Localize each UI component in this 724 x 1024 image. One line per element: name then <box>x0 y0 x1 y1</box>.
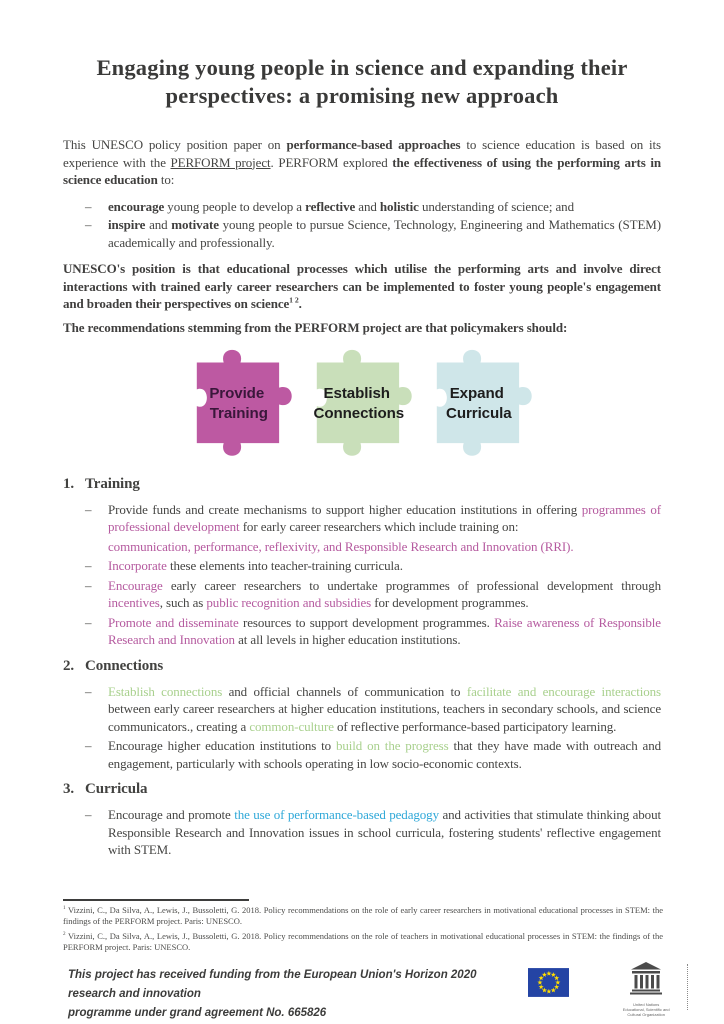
text-run: between early career researchers at higher education institutions, teachers in secondary schools, and science communicators., creating a <box>108 701 661 734</box>
text-run: and activities that stimulate thinking about Responsible Research and Innovation issues in school curricula, fostering students' reflective engagement with STEM. <box>108 807 661 857</box>
text-run: to science education is based on its experience with the <box>63 137 661 170</box>
list-item <box>63 557 661 575</box>
puzzle-pieces-graphic <box>178 342 546 464</box>
unesco-logo-caption <box>615 1002 677 1017</box>
section-title: Connections <box>85 657 164 674</box>
recommendations-lead: The recommendations stemming from the PERFORM project are that policymakers should: <box>63 319 568 335</box>
section-connections <box>63 657 661 773</box>
text-run: resources to support development programmes. <box>238 614 495 630</box>
bullet-dash: – <box>85 614 92 630</box>
list-item <box>63 683 661 736</box>
text-run: Incorporate <box>108 558 167 573</box>
unesco-logo-block <box>615 962 677 1017</box>
position-statement <box>63 260 661 313</box>
text-run: and official channels of communication to <box>222 683 467 699</box>
text-run: communication, performance, reflexivity, and Responsible Research and Innovation (RRI). <box>108 538 574 554</box>
text-run: reflective <box>305 198 356 214</box>
document-body <box>63 136 661 867</box>
text-run: and <box>145 217 172 232</box>
text-run: build on the progress <box>335 738 449 753</box>
list-item-text <box>108 502 661 535</box>
unesco-logo-icon <box>629 962 663 995</box>
intro-bullet-list <box>63 198 661 252</box>
text-run: performance-based approaches <box>286 137 461 152</box>
text-run: young people to develop a <box>164 198 306 214</box>
text-run: early career researchers to undertake programmes of professional development through <box>162 577 661 593</box>
puzzle-label-line: Provide <box>209 384 265 402</box>
section-heading <box>63 780 661 798</box>
text-run: for early career researchers which include training on: <box>239 519 519 534</box>
bullet-dash: – <box>85 558 92 573</box>
text-run: UNESCO's position is that educational processes which utilise the performing arts and involve direct interactions with trained early career researchers can be implemented to foster young people's engagement and broaden their perspectives on science <box>63 261 661 311</box>
list-item <box>63 577 661 612</box>
text-run: inspire <box>108 217 146 232</box>
section-number: 3. <box>63 781 75 797</box>
text-run: these elements into teacher-training curricula. <box>166 558 403 573</box>
footer <box>68 962 688 1023</box>
puzzle-label-line: Training <box>209 404 268 422</box>
unesco-caption-line: Cultural Organization <box>627 1012 665 1017</box>
section-training <box>63 475 661 649</box>
text-run: 1 2 <box>289 295 299 305</box>
list-item-text <box>108 217 661 250</box>
section-number: 2. <box>63 657 75 674</box>
puzzle-shape <box>197 350 292 456</box>
bullet-dash: – <box>85 577 92 593</box>
unesco-caption-line: Educational, Scientific and <box>622 1007 670 1012</box>
list-item-text <box>108 807 661 857</box>
puzzle-label-line: Connections <box>313 404 405 422</box>
text-run: Promote and disseminate <box>108 614 239 630</box>
dotted-divider <box>687 964 688 1010</box>
text-run: incentives <box>108 595 160 610</box>
list-item <box>63 216 661 251</box>
section-number: 1. <box>63 475 75 492</box>
bullet-dash: – <box>85 501 92 517</box>
text-run: that they have made with outreach and engagement, particularly with schools operating in low socio-economic contexts. <box>108 738 661 771</box>
bullet-dash: – <box>85 683 92 699</box>
text-run: the effectiveness of using the performing arts in science education <box>63 154 661 187</box>
list-item-text <box>108 558 403 573</box>
text-run: Vizzini, C., Da Silva, A., Lewis, J., Bussoletti, G. 2018. Policy recommendations on the role of teachers in motivational educational processes in STEM: the findings of the PERFORM project. Paris: UNESCO. <box>63 931 663 952</box>
list-item-text <box>108 199 574 214</box>
section-curricula <box>63 780 661 859</box>
list-item-text <box>108 615 661 648</box>
page-title: Engaging young people in science and expanding their perspectives: a promising new approach <box>96 55 628 108</box>
text-run: encourage <box>108 198 165 214</box>
text-run: Establish connections <box>108 683 223 699</box>
text-run: 2 <box>63 931 66 938</box>
bullet-dash: – <box>85 217 92 232</box>
footnote-1 <box>63 905 663 927</box>
text-run: for development programmes. <box>371 595 529 610</box>
text-run: motivate <box>171 217 219 232</box>
text-run: holistic <box>379 198 419 214</box>
text-run: Vizzini, C., Da Silva, A., Lewis, J., Bussoletti, G. 2018. Policy recommendations on the role of early career researchers in motivational educational processes in STEM: the findings of the PERFORM project. Paris: UNESCO. <box>63 905 663 926</box>
bullet-dash: – <box>85 198 92 214</box>
text-run: . <box>298 296 302 311</box>
training-sub-line <box>63 538 661 556</box>
puzzle-shape <box>317 350 412 456</box>
text-run: public recognition and subsidies <box>206 595 372 610</box>
footnotes <box>63 899 663 957</box>
section-heading <box>63 657 661 675</box>
text-run: 1 <box>63 905 66 912</box>
text-run: , such as <box>159 595 207 610</box>
text-run: young people to pursue Science, Technology, Engineering and Mathematics (STEM) academically and professionally. <box>108 217 661 250</box>
bullet-dash: – <box>85 807 92 822</box>
list-item <box>63 501 661 536</box>
puzzle-graphic-wrap <box>63 342 661 469</box>
list-item <box>63 614 661 649</box>
unesco-caption-line: United Nations <box>633 1002 660 1007</box>
text-run: understanding of science; and <box>418 198 574 214</box>
text-run: to: <box>157 172 175 187</box>
puzzle-label-line: Establish <box>323 384 390 402</box>
puzzle-piece-establish-connections <box>314 350 412 456</box>
text-run: of reflective performance-based participatory learning. <box>333 718 617 734</box>
puzzle-piece-expand-curricula <box>437 350 532 456</box>
perform-project-link[interactable]: PERFORM project <box>170 154 271 170</box>
section-heading <box>63 475 661 493</box>
text-run: facilitate and encourage interactions <box>466 683 661 699</box>
text-run: programmes of professional development <box>108 501 661 534</box>
text-run: Encourage higher education institutions to <box>108 738 336 753</box>
footnote-2 <box>63 931 663 953</box>
puzzle-label-line: Curricula <box>446 404 512 422</box>
section-title: Training <box>85 475 140 492</box>
text-run: and <box>355 198 380 214</box>
text-run: This UNESCO policy position paper on <box>63 137 287 152</box>
text-run: Provide funds and create mechanisms to support higher education institutions in offering <box>108 501 582 517</box>
funding-statement <box>68 966 518 1023</box>
text-run: at all levels in higher education institutions. <box>234 632 461 647</box>
funding-statement-line: This project has received funding from the European Union's Horizon 2020 research and innovation <box>68 969 477 1000</box>
text-run: common-culture <box>249 718 334 734</box>
list-item-text <box>108 578 661 611</box>
text-run: Raise awareness of Responsible Research and Innovation <box>108 614 661 647</box>
list-item <box>63 806 661 859</box>
footnote-divider <box>63 899 249 901</box>
text-run: Encourage <box>108 577 163 593</box>
intro-paragraph <box>63 136 661 189</box>
funding-statement-line: programme under grand agreement No. 665826 <box>68 1007 327 1019</box>
puzzle-piece-provide-training <box>197 350 292 456</box>
text-run: Encourage and promote <box>108 807 235 822</box>
list-item-text <box>108 684 661 734</box>
text-run: the use of performance-based pedagogy <box>234 807 439 822</box>
bullet-dash: – <box>85 738 92 753</box>
list-item <box>63 198 661 216</box>
list-item <box>63 737 661 772</box>
puzzle-label-line: Expand <box>449 384 504 402</box>
text-run: . PERFORM explored <box>270 154 393 170</box>
puzzle-shape <box>437 350 532 456</box>
eu-flag-icon <box>528 968 570 997</box>
list-item-text <box>108 738 661 771</box>
section-title: Curricula <box>85 781 148 797</box>
